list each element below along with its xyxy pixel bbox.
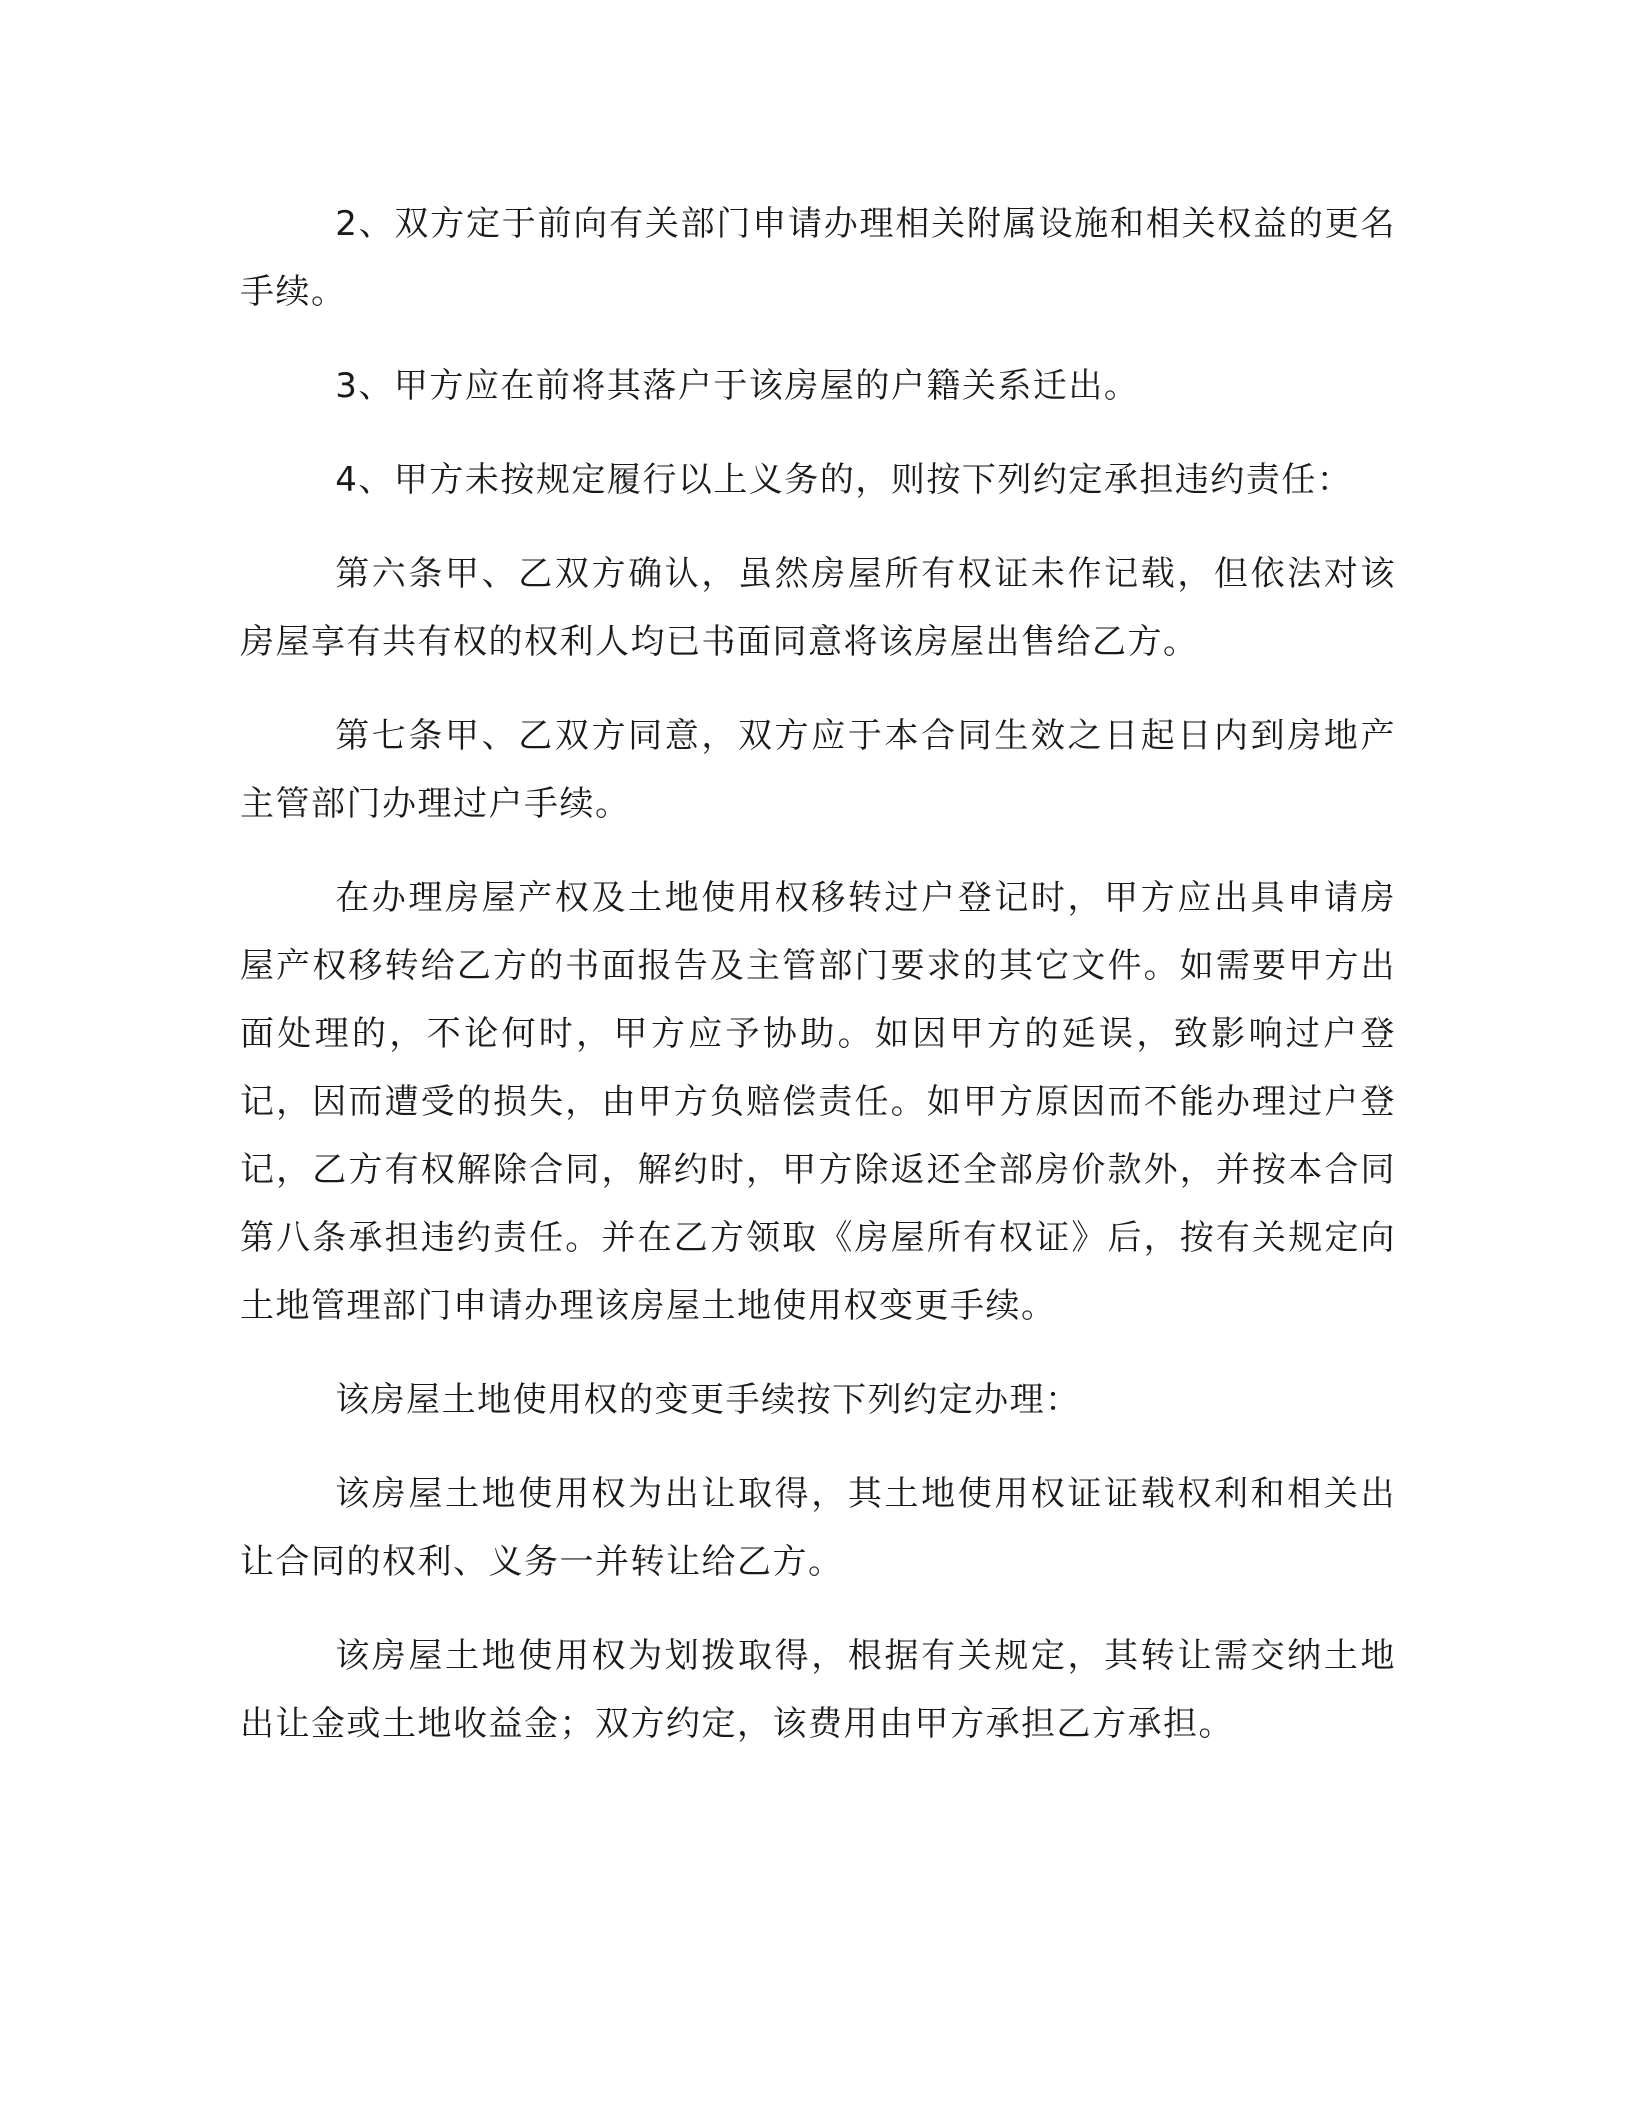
paragraph-transfer-registration: 在办理房屋产权及土地使用权移转过户登记时，甲方应出具申请房屋产权移转给乙方的书面报告及主管部门要求的其它文件。如需要甲方出面处理的，不论何时，甲方应予协助。如因甲方的延误，致影响过户登记，因而遭受的损失，由甲方负赔偿责任。如甲方原因而不能办理过户登记，乙方有权解除合同，解约时，甲方除返还全部房价款外，并按本合同第八条承担违约责任。并在乙方领取《房屋所有权证》后，按有关规定向土地管理部门申请办理该房屋土地使用权变更手续。: [240, 878, 1396, 1326]
paragraph-item-4-breach: 4、甲方未按规定履行以上义务的，则按下列约定承担违约责任：: [335, 460, 1353, 500]
paragraph-land-grant: 该房屋土地使用权为出让取得，其土地使用权证证载权利和相关出让合同的权利、义务一并转让给乙方。: [240, 1474, 1396, 1582]
paragraph-article-6: 第六条甲、乙双方确认，虽然房屋所有权证未作记载，但依法对该房屋享有共有权的权利人均已书面同意将该房屋出售给乙方。: [240, 554, 1396, 662]
document-page: [240, 190, 1396, 1758]
paragraph-land-use-change: 该房屋土地使用权的变更手续按下列约定办理：: [335, 1380, 1081, 1420]
paragraph-item-2-rename: 2、双方定于前向有关部门申请办理相关附属设施和相关权益的更名手续。: [240, 204, 1396, 312]
paragraph-article-7: 第七条甲、乙双方同意，双方应于本合同生效之日起日内到房地产主管部门办理过户手续。: [240, 716, 1396, 824]
paragraph-item-3-household: 3、甲方应在前将其落户于该房屋的户籍关系迁出。: [335, 366, 1140, 406]
paragraph-land-allocation: 该房屋土地使用权为划拨取得，根据有关规定，其转让需交纳土地出让金或土地收益金；双方约定，该费用由甲方承担乙方承担。: [240, 1636, 1396, 1744]
